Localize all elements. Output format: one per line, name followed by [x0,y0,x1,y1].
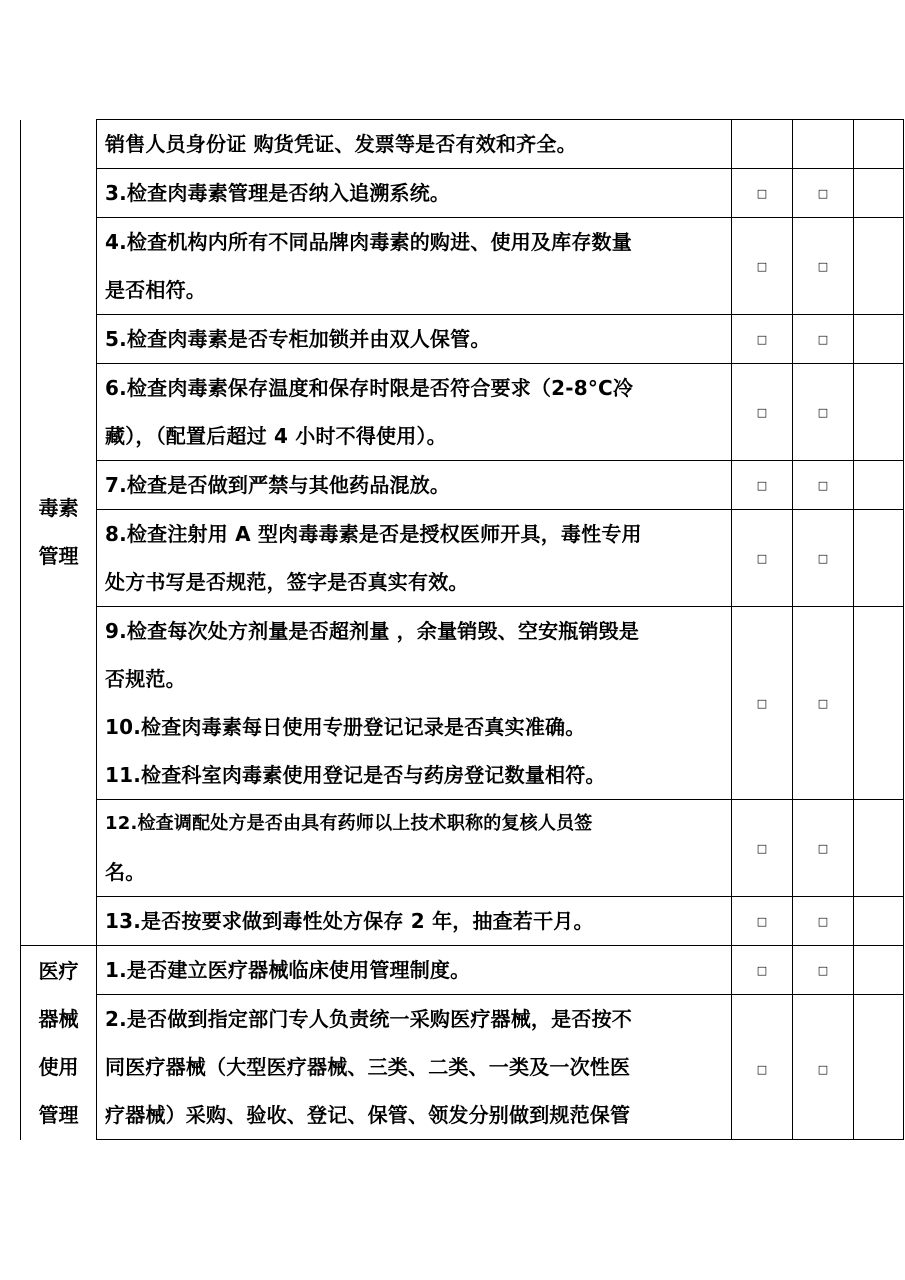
check-box-no[interactable] [793,946,854,995]
check-box-yes[interactable] [732,897,793,946]
item-text-line: 藏），（配置后超过 4 小时不得使用）。 [105,424,447,448]
item-text-line: 12.检查调配处方是否由具有药师以上技术职称的复核人员签 [105,813,593,834]
item-text-cell [97,607,732,800]
checkbox-icon: □ [756,478,768,492]
item-text-cell [97,169,732,218]
table-row [21,995,904,1140]
item-text-line: 11.检查科室肉毒素使用登记是否与药房登记数量相符。 [105,763,606,787]
item-text-cell [97,946,732,995]
checkbox-icon: □ [756,841,768,855]
check-box-yes[interactable] [732,218,793,315]
item-text-cell [97,120,732,169]
remarks-cell[interactable] [854,946,904,995]
checkbox-icon: □ [817,1062,829,1076]
checklist-body [21,120,904,1140]
check-box-no[interactable] [793,510,854,607]
item-text-line: 名。 [105,860,146,884]
check-box-no[interactable] [793,800,854,897]
category-label-line: 管理 [38,1102,79,1127]
table-row [21,461,904,510]
item-text-line: 10.检查肉毒素每日使用专册登记记录是否真实准确。 [105,715,586,739]
category-label-line: 医疗 [38,958,79,983]
category-label-line: 使用 [38,1054,79,1079]
check-box-no[interactable] [793,897,854,946]
category-cell [21,120,97,946]
remarks-cell[interactable] [854,995,904,1140]
category-label [21,484,96,580]
checkbox-icon: □ [817,551,829,565]
category-cell [21,946,97,1140]
check-box-no[interactable] [793,315,854,364]
check-box-yes[interactable] [732,607,793,800]
remarks-cell[interactable] [854,315,904,364]
item-text-cell [97,897,732,946]
table-row [21,897,904,946]
item-text-cell [97,995,732,1140]
table-row [21,169,904,218]
checkbox-icon: □ [756,551,768,565]
remarks-cell[interactable] [854,800,904,897]
remarks-cell[interactable] [854,897,904,946]
item-text-line: 2.是否做到指定部门专人负责统一采购医疗器械，是否按不 [105,1007,632,1031]
item-text-line: 6.检查肉毒素保存温度和保存时限是否符合要求（2-8°C冷 [105,376,634,400]
check-box-no[interactable] [793,364,854,461]
check-box-yes[interactable] [732,946,793,995]
item-text-cell [97,461,732,510]
item-text-line: 7.检查是否做到严禁与其他药品混放。 [105,473,451,497]
check-box-no[interactable] [793,169,854,218]
remarks-cell[interactable] [854,120,904,169]
item-text-line: 否规范。 [105,667,186,691]
checkbox-icon: □ [817,914,829,928]
item-text-line: 8.检查注射用 A 型肉毒毒素是否是授权医师开具，毒性专用 [105,522,642,546]
table-row [21,946,904,995]
checkbox-icon: □ [756,914,768,928]
checkbox-icon: □ [817,332,829,346]
table-row [21,315,904,364]
checkbox-icon: □ [817,186,829,200]
table-row [21,218,904,315]
table-row [21,510,904,607]
remarks-cell[interactable] [854,169,904,218]
item-text-line: 9.检查每次处方剂量是否超剂量 ，余量销毁、空安瓶销毁是 [105,619,640,643]
check-box-yes[interactable] [732,315,793,364]
item-text-line: 13.是否按要求做到毒性处方保存 2 年，抽查若干月。 [105,909,594,933]
checkbox-icon: □ [756,259,768,273]
check-box-yes[interactable] [732,800,793,897]
check-box-no[interactable] [793,607,854,800]
item-text-line: 销售人员身份证 购货凭证、发票等是否有效和齐全。 [105,132,577,156]
table-row [21,120,904,169]
table-row [21,800,904,897]
item-text-line: 疗器械）采购、验收、登记、保管、领发分别做到规范保管 [105,1103,631,1127]
table-row [21,607,904,800]
checkbox-icon: □ [817,405,829,419]
item-text-line: 处方书写是否规范，签字是否真实有效。 [105,570,469,594]
checkbox-icon: □ [756,186,768,200]
checkbox-icon: □ [817,478,829,492]
item-text-cell [97,510,732,607]
check-box-yes[interactable] [732,169,793,218]
category-label-line: 器械 [38,1006,79,1031]
item-text-line: 是否相符。 [105,278,206,302]
checkbox-icon: □ [756,963,768,977]
item-text-cell [97,364,732,461]
check-box-no[interactable] [793,995,854,1140]
checkbox-icon: □ [817,259,829,273]
check-box-yes[interactable] [732,120,793,169]
remarks-cell[interactable] [854,461,904,510]
checkbox-icon: □ [817,841,829,855]
remarks-cell[interactable] [854,364,904,461]
category-label-line: 管理 [38,544,79,569]
checkbox-icon: □ [817,963,829,977]
item-text-line: 4.检查机构内所有不同品牌肉毒素的购进、使用及库存数量 [105,230,632,254]
check-box-no[interactable] [793,120,854,169]
item-text-cell [97,800,732,897]
category-label-line: 毒素 [38,496,79,521]
remarks-cell[interactable] [854,510,904,607]
checkbox-icon: □ [756,405,768,419]
checklist-table [20,119,904,1140]
item-text-line: 1.是否建立医疗器械临床使用管理制度。 [105,958,471,982]
checkbox-icon: □ [756,1062,768,1076]
remarks-cell[interactable] [854,607,904,800]
category-label [21,947,96,1139]
checkbox-icon: □ [756,332,768,346]
table-row [21,364,904,461]
check-box-yes[interactable] [732,461,793,510]
item-text-line: 3.检查肉毒素管理是否纳入追溯系统。 [105,181,451,205]
item-text-cell [97,218,732,315]
check-box-yes[interactable] [732,364,793,461]
item-text-line: 同医疗器械（大型医疗器械、三类、二类、一类及一次性医 [105,1055,631,1079]
check-box-yes[interactable] [732,995,793,1140]
check-box-yes[interactable] [732,510,793,607]
item-text-cell [97,315,732,364]
check-box-no[interactable] [793,218,854,315]
checkbox-icon: □ [756,696,768,710]
item-text-line: 5.检查肉毒素是否专柜加锁并由双人保管。 [105,327,491,351]
remarks-cell[interactable] [854,218,904,315]
checkbox-icon: □ [817,696,829,710]
check-box-no[interactable] [793,461,854,510]
